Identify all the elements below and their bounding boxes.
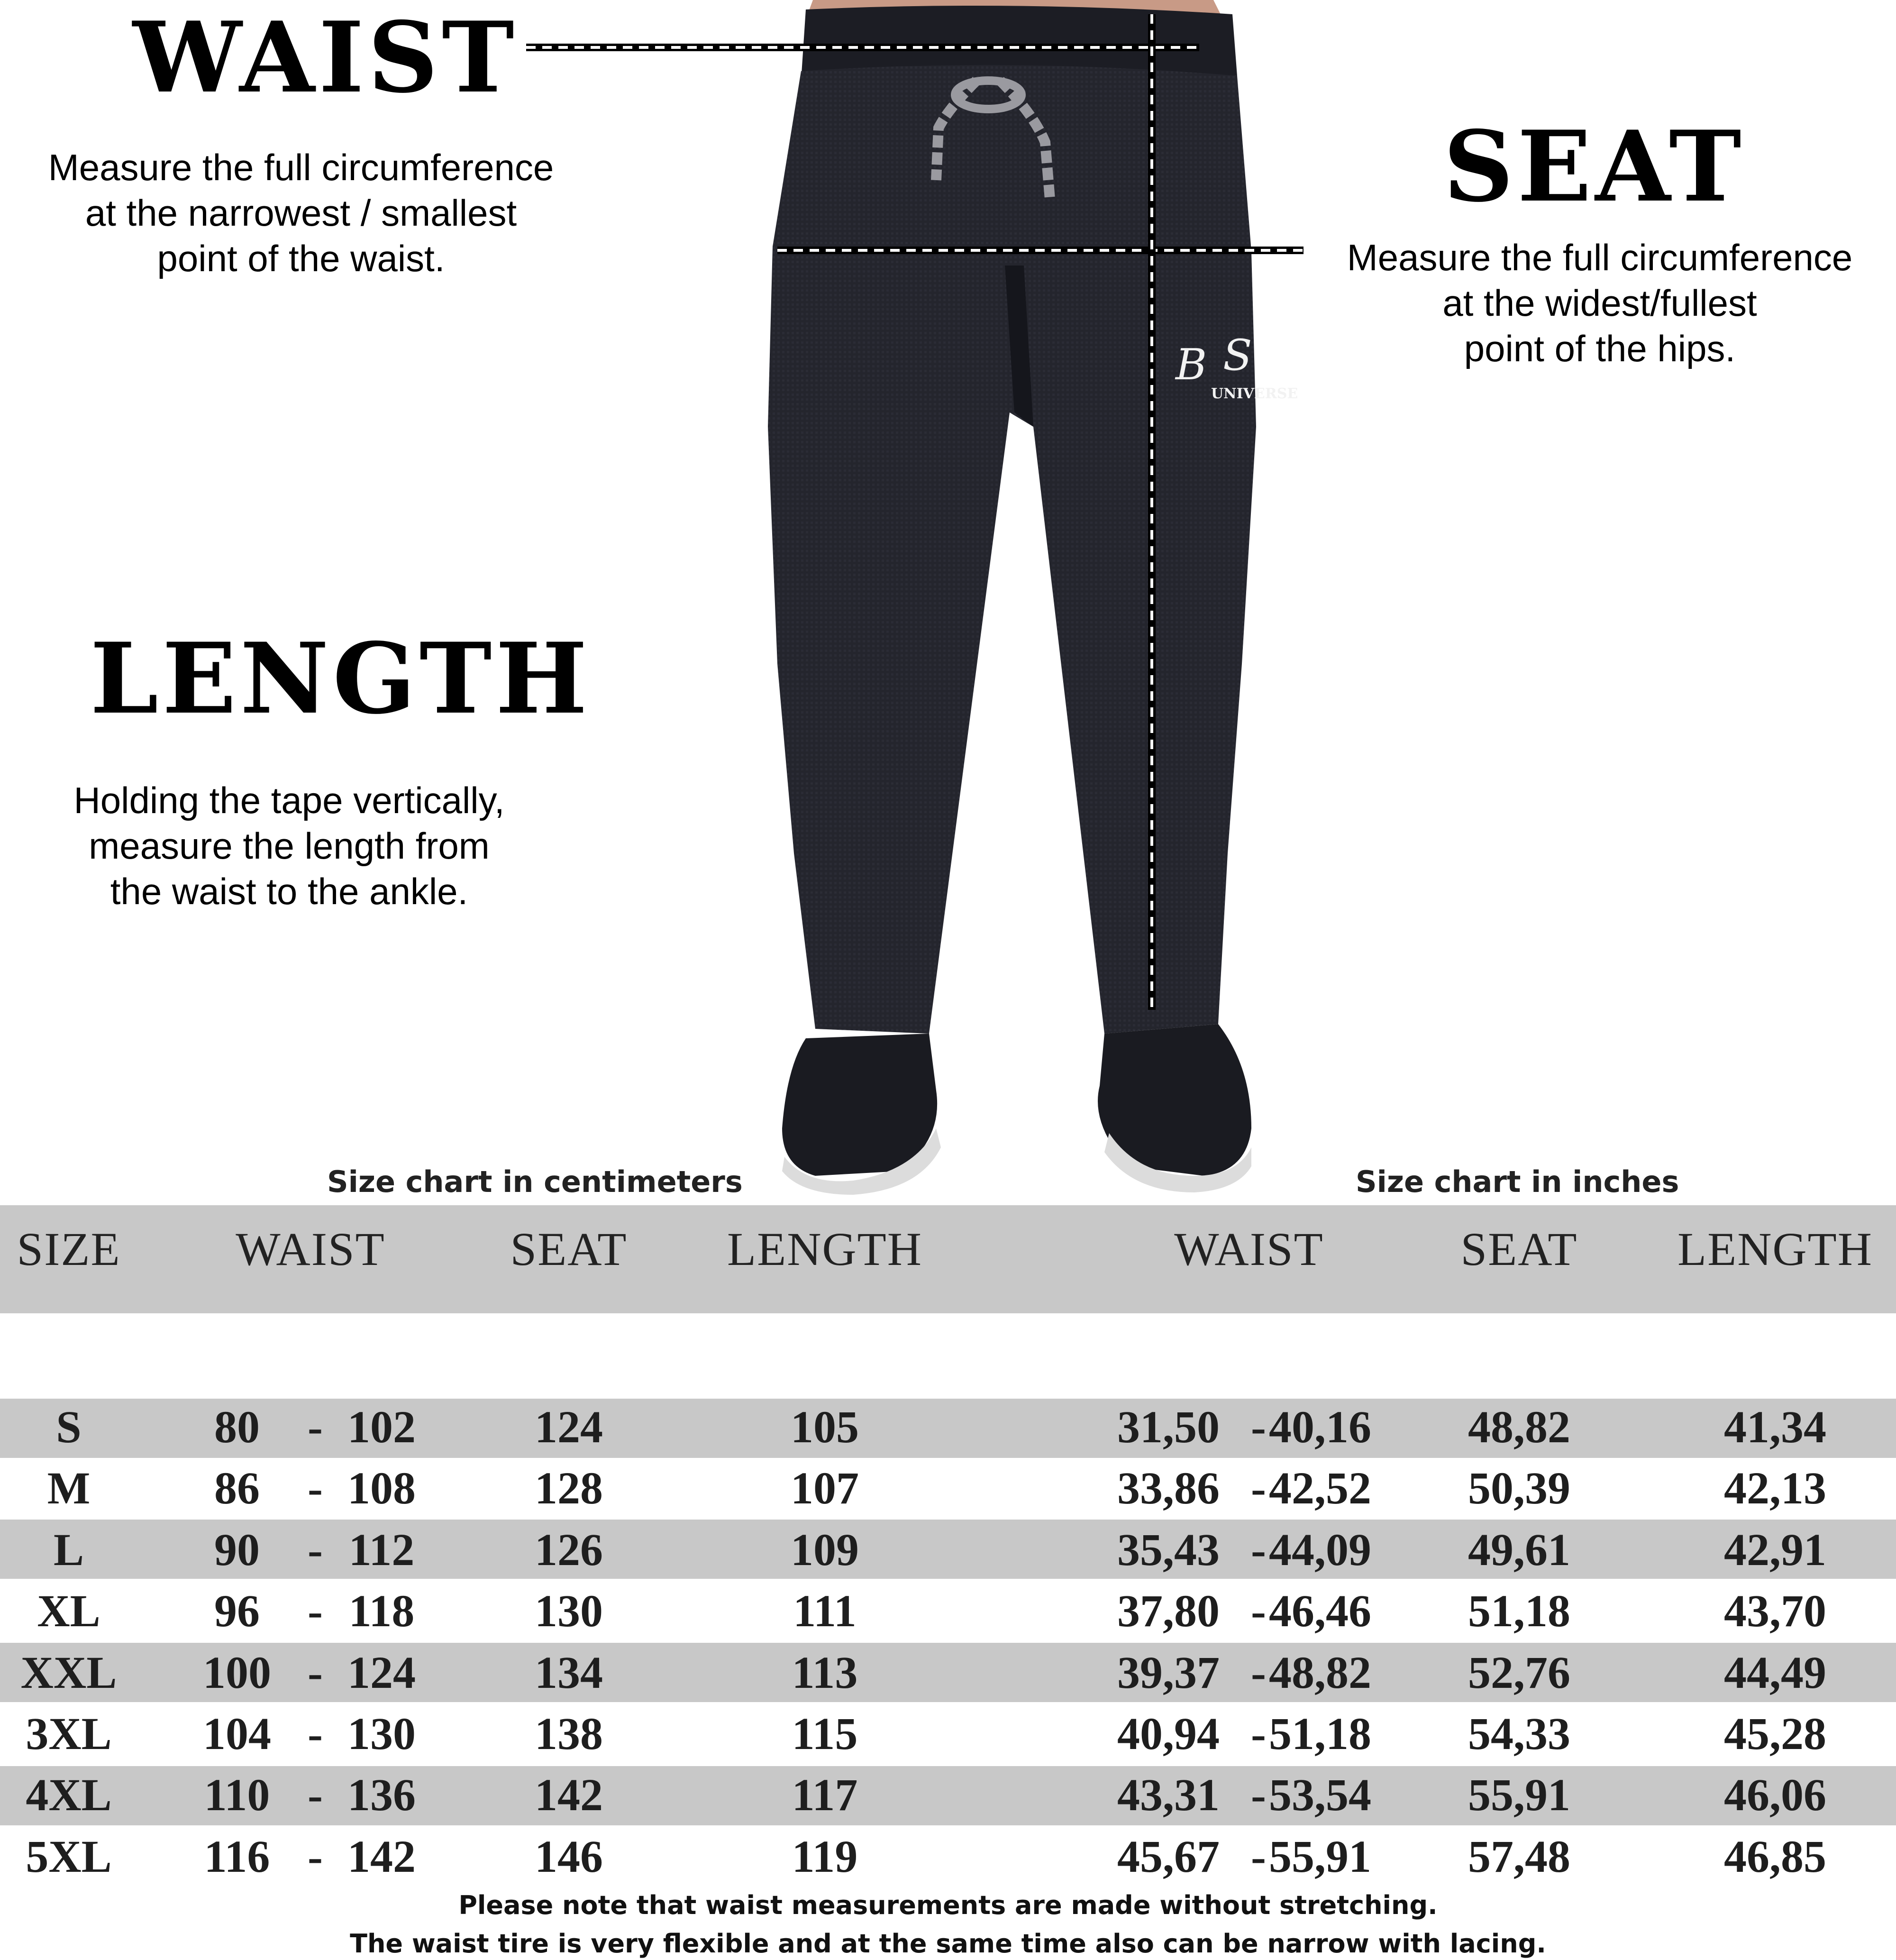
seat-description-line: point of the hips. [1464,328,1736,369]
cell-size: S [56,1401,82,1452]
cell-dash: - [1251,1463,1266,1513]
cell-dash: - [308,1769,323,1820]
cell-dash: - [1251,1708,1266,1759]
cell-dash: - [1251,1647,1266,1698]
cell-length-cm: 115 [792,1708,858,1759]
cell-length-cm: 111 [793,1585,857,1636]
caption-inches: Size chart in inches [1356,1164,1679,1199]
cell-waist-cm-max: 118 [348,1585,415,1636]
cell-waist-in-min: 37,80 [1117,1585,1220,1636]
cell-waist-cm-min: 90 [214,1524,260,1575]
cell-waist-cm-min: 86 [214,1463,260,1513]
cell-waist-in-min: 39,37 [1117,1647,1220,1698]
cell-waist-cm-min: 96 [214,1585,260,1636]
cell-seat-in: 51,18 [1468,1585,1570,1636]
note-line: The waist tire is very flexible and at the same time also can be narrow with lacing. [350,1929,1546,1959]
cell-seat-in: 52,76 [1468,1647,1570,1698]
cell-length-cm: 105 [791,1401,859,1452]
cell-waist-in-max: 44,09 [1269,1524,1371,1575]
cell-seat-in: 54,33 [1468,1708,1570,1759]
cell-waist-in-min: 43,31 [1117,1769,1220,1820]
cell-length-cm: 117 [792,1769,858,1820]
cell-length-in: 45,28 [1724,1708,1826,1759]
cell-waist-cm-max: 108 [347,1463,416,1513]
cell-dash: - [1251,1585,1266,1636]
cell-waist-in-min: 33,86 [1117,1463,1220,1513]
cell-waist-cm-max: 136 [347,1769,416,1820]
cell-waist-cm-max: 142 [347,1831,416,1882]
header-size: SIZE [17,1223,121,1275]
header-seat-cm: SEAT [510,1223,628,1275]
cell-size: L [53,1524,84,1575]
cell-length-in: 46,85 [1724,1831,1826,1882]
cell-waist-cm-max: 102 [347,1401,416,1452]
cell-dash: - [1251,1524,1266,1575]
cell-waist-cm-min: 80 [214,1401,260,1452]
cell-waist-in-min: 40,94 [1117,1708,1220,1759]
cell-seat-cm: 126 [535,1524,603,1575]
cell-waist-cm-max: 124 [347,1647,416,1698]
seat-heading: SEAT [1443,110,1745,224]
waist-heading: WAIST [133,1,518,115]
cell-dash: - [308,1647,323,1698]
cell-size: 5XL [26,1831,112,1882]
header-length-cm: LENGTH [727,1223,922,1275]
cell-waist-in-max: 48,82 [1269,1647,1371,1698]
cell-waist-in-max: 46,46 [1269,1585,1371,1636]
cell-dash: - [308,1708,323,1759]
waist-description-line: Measure the full circumference [48,147,554,188]
cell-size: XL [37,1585,100,1636]
length-description-line: Holding the tape vertically, [73,779,505,821]
cell-seat-cm: 138 [535,1708,603,1759]
cell-dash: - [1251,1401,1266,1452]
cell-dash: - [1251,1769,1266,1820]
cell-waist-in-min: 45,67 [1117,1831,1220,1882]
cell-seat-in: 48,82 [1468,1401,1570,1452]
cell-seat-cm: 134 [535,1647,603,1698]
length-heading: LENGTH [90,622,592,736]
cell-dash: - [308,1585,323,1636]
cell-waist-in-min: 35,43 [1117,1524,1220,1575]
cell-seat-cm: 128 [535,1463,603,1513]
cell-seat-in: 49,61 [1468,1524,1570,1575]
length-description-line: measure the length from [89,825,490,867]
logo-letter-s: S [1223,330,1252,380]
length-description [19,778,559,914]
cell-waist-cm-min: 100 [203,1647,271,1698]
pants-body [768,65,1256,1034]
cell-length-in: 43,70 [1724,1585,1826,1636]
cell-seat-in: 57,48 [1468,1831,1570,1882]
seat-description-line: Measure the full circumference [1347,237,1853,278]
cell-seat-cm: 142 [535,1769,603,1820]
cell-length-in: 44,49 [1724,1647,1826,1698]
cell-size: 4XL [26,1769,112,1820]
cell-waist-cm-max: 112 [348,1524,415,1575]
cell-dash: - [308,1463,323,1513]
cell-dash: - [308,1831,323,1882]
waist-description [14,145,588,281]
waist-description-line: at the narrowest / smallest [85,192,517,234]
waist-description-line: point of the waist. [157,238,445,279]
length-description-line: the waist to the ankle. [110,870,468,912]
cell-dash: - [308,1524,323,1575]
cell-waist-in-max: 40,16 [1269,1401,1371,1452]
left-shoe [782,1034,937,1176]
cell-seat-cm: 124 [535,1401,603,1452]
cell-seat-cm: 130 [535,1585,603,1636]
header-waist-cm: WAIST [236,1223,385,1275]
seat-description [1313,235,1887,371]
row-band [0,1520,1896,1579]
cell-waist-in-max: 53,54 [1269,1769,1371,1820]
cell-waist-in-min: 31,50 [1117,1401,1220,1452]
cell-length-in: 42,91 [1724,1524,1826,1575]
cell-size: XXL [20,1647,117,1698]
cell-waist-in-max: 55,91 [1269,1831,1371,1882]
header-waist-in: WAIST [1174,1223,1324,1275]
cell-dash: - [308,1401,323,1452]
cell-seat-in: 50,39 [1468,1463,1570,1513]
cell-dash: - [1251,1831,1266,1882]
cell-length-cm: 119 [792,1831,858,1882]
seat-description-line: at the widest/fullest [1442,282,1757,324]
cell-seat-cm: 146 [535,1831,603,1882]
cell-seat-in: 55,91 [1468,1769,1570,1820]
cell-size: M [47,1463,91,1513]
cell-waist-cm-min: 104 [203,1708,271,1759]
header-length-in: LENGTH [1677,1223,1873,1275]
cell-length-in: 46,06 [1724,1769,1826,1820]
cell-waist-in-max: 42,52 [1269,1463,1371,1513]
cell-length-in: 42,13 [1724,1463,1826,1513]
logo-word: UNIVERSE [1211,385,1298,402]
cell-size: 3XL [26,1708,112,1759]
header-seat-in: SEAT [1460,1223,1578,1275]
cell-length-cm: 107 [791,1463,859,1513]
row-band [0,1766,1896,1825]
row-band [0,1643,1896,1702]
note-line: Please note that waist measurements are made without stretching. [458,1890,1438,1920]
row-band [0,1399,1896,1458]
cell-length-cm: 113 [792,1647,858,1698]
cell-waist-cm-min: 110 [204,1769,270,1820]
cell-length-in: 41,34 [1724,1401,1826,1452]
logo-letter-b: B [1176,340,1207,390]
cell-waist-cm-max: 130 [347,1708,416,1759]
cell-waist-in-max: 51,18 [1269,1708,1371,1759]
caption-centimeters: Size chart in centimeters [327,1164,743,1199]
cell-waist-cm-min: 116 [204,1831,270,1882]
cell-length-cm: 109 [791,1524,859,1575]
